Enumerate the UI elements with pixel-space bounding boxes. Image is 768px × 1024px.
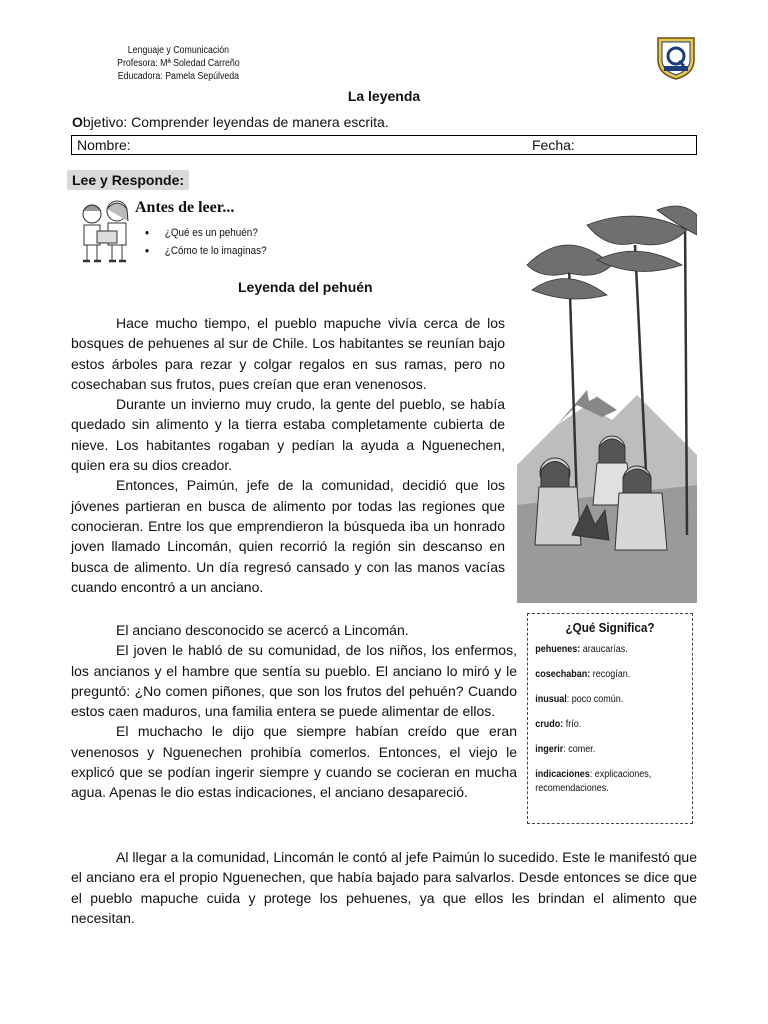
page-title: La leyenda [347, 88, 421, 104]
story-paragraph: Al llegar a la comunidad, Lincomán le contó al jefe Paimún lo sucedido. Este le manifestó que el anciano era el propio Nguenechen, que había bajado para salvarlos. Desde entonces se dice que el pueblo mapuche cuida y protege los pehuenes, ya que ellos les brindan el alimento que necesitan. [71, 849, 697, 926]
glossary-definition: : explicaciones, recomendaciones. [535, 769, 652, 794]
glossary-definition: araucarías. [580, 644, 628, 655]
glossary-definition: : comer. [563, 744, 596, 755]
glossary-definition: frío. [563, 719, 582, 730]
glossary-definition: recogían. [590, 669, 631, 680]
name-date-box [71, 135, 697, 155]
story-paragraph: El anciano desconocido se acercó a Lincomán. [116, 622, 409, 638]
glossary-definition: : poco común. [566, 694, 624, 705]
question-item: • ¿Cómo te lo imaginas? [145, 242, 267, 260]
story-paragraph: Hace mucho tiempo, el pueblo mapuche vivía cerca de los bosques de pehuenes al sur de Chile. Los habitantes se reunían bajo estos árboles para rezar y colgar regalos en sus ramas, pero no cosechaban sus frutos, pues creían que eran venenosos. [71, 315, 505, 392]
subject-line: Lenguaje y Comunicación [127, 45, 230, 56]
glossary-term: cosechaban: [535, 669, 591, 680]
kids-reading-illustration [75, 197, 137, 267]
teacher-line: Profesora: Mª Soledad Carreño [117, 58, 240, 69]
glossary-item [528, 718, 706, 732]
glossary-term: inusual [535, 694, 567, 705]
story-paragraph: Durante un invierno muy crudo, la gente del pueblo, se había quedado sin alimento y la tierra estaba completamente cubierta de nieve. Los habitantes rogaban y pedían la ayuda a Nguenechen, quien era su dios creador. [71, 396, 505, 474]
story-paragraph: Entonces, Paimún, jefe de la comunidad, decidió que los jóvenes partieran en busca de alimento por todas las regiones que conocieran. Entre los que emprendieron la búsqueda iba un honrado joven llamado Lincomán, quien recorrió la región sin descanso en busca de alimento. Un día regresó cansado y con las manos vacías cuando encontró a un anciano. [71, 477, 505, 595]
objective-initial: O [72, 114, 83, 130]
name-label: Nombre: [77, 137, 131, 153]
glossary-box [527, 613, 693, 824]
before-reading-questions [145, 224, 267, 260]
glossary-item [528, 643, 706, 657]
glossary-item [528, 743, 706, 757]
educator-line: Educadora: Pamela Sepúlveda [117, 71, 240, 82]
glossary-item [528, 668, 706, 682]
story-text-middle [71, 620, 517, 803]
story-text-bottom [71, 847, 697, 928]
story-title: Leyenda del pehuén [238, 279, 373, 295]
glossary-term: crudo: [535, 719, 564, 730]
glossary-term: pehuenes: [535, 644, 581, 655]
glossary-item [528, 693, 706, 707]
objective [72, 114, 389, 130]
glossary-item [528, 768, 706, 796]
pehuen-legend-illustration [517, 205, 697, 603]
header-info [108, 44, 249, 83]
glossary-term: ingerir [535, 744, 564, 755]
glossary-term: indicaciones [535, 769, 590, 780]
section-label: Lee y Responde: [67, 170, 189, 190]
story-text-top [71, 313, 505, 597]
objective-text: bjetivo: Comprender leyendas de manera escrita. [82, 114, 389, 130]
story-paragraph: El muchacho le dijo que siempre habían creído que eran venenosos y Nguenechen prohibía comerlos. Entonces, el viejo le explicó que se podían ingerir siempre y cuando se cocieran en mucha agua. Apenas le dio estas indicaciones, el anciano desapareció. [71, 723, 517, 801]
glossary-title: ¿Qué Significa? [565, 620, 655, 635]
school-crest-logo [655, 34, 697, 80]
story-paragraph: El joven le habló de su comunidad, de los niños, los enfermos, los ancianos y el hambre que sentía su pueblo. El anciano lo miró y le preguntó: ¿No comen piñones, que son los frutos del pehuén? Cuando estos caen maduros, una familia entera se puede alimentar de ellos. [71, 642, 517, 720]
before-reading-title: Antes de leer... [135, 199, 235, 216]
date-label: Fecha: [532, 137, 575, 153]
question-item: • ¿Qué es un pehuén? [145, 224, 267, 242]
